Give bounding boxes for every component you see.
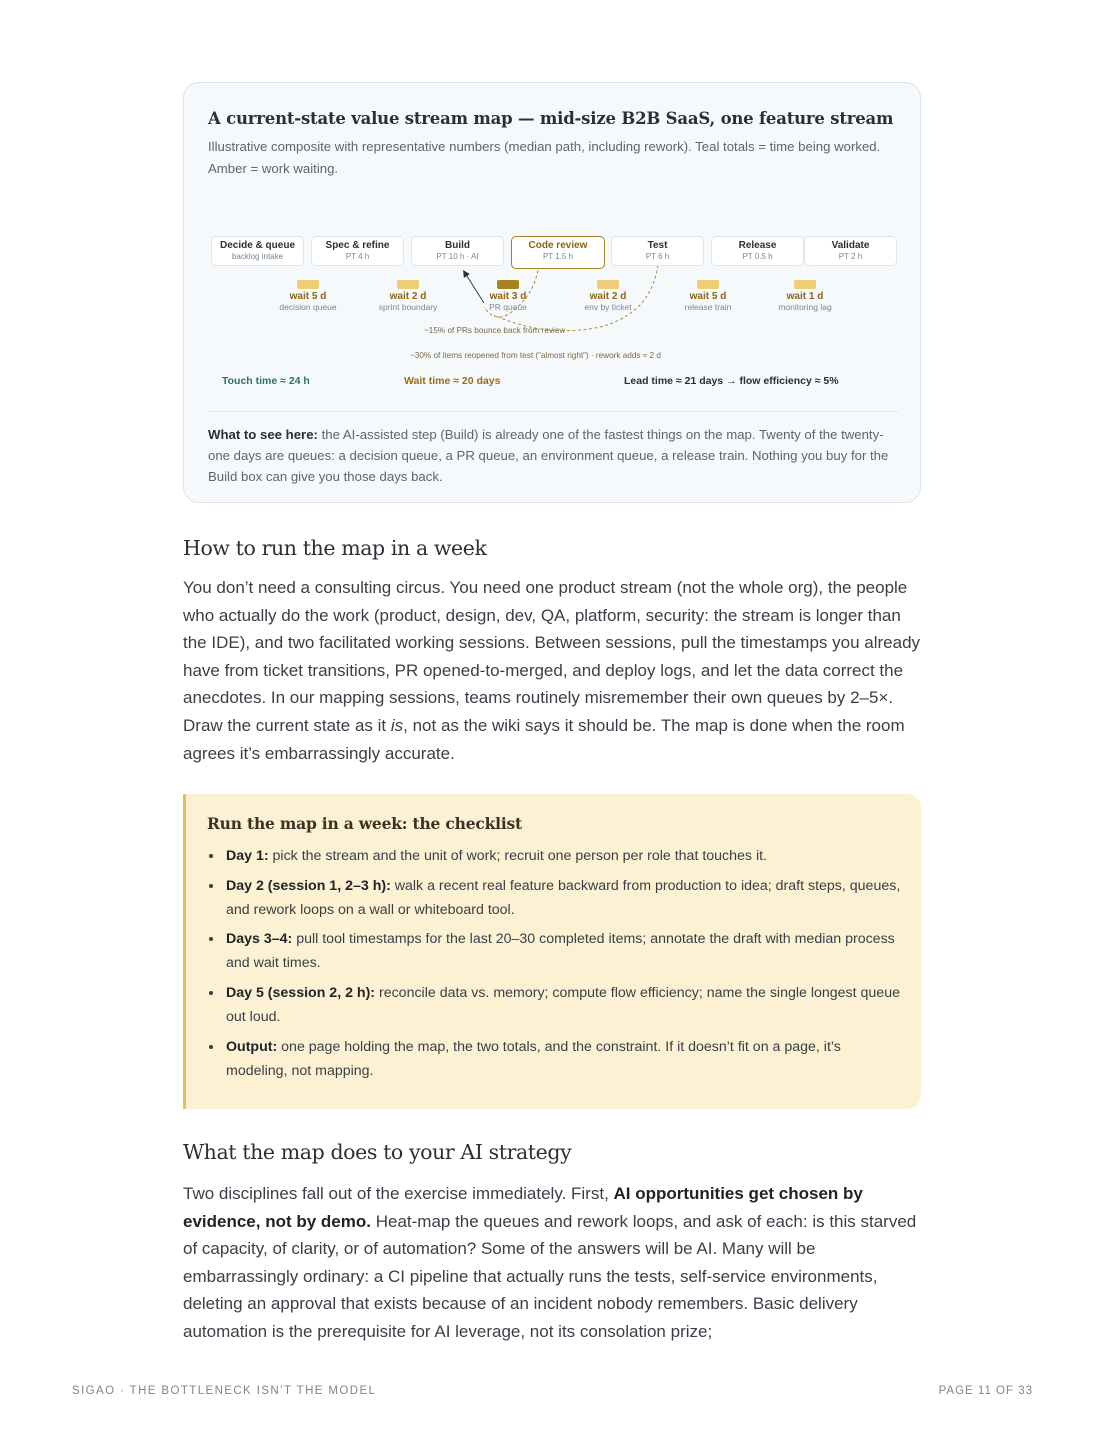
wait-bar xyxy=(297,280,319,289)
stage-name: Code review xyxy=(528,240,588,251)
wait-env-by-ticket xyxy=(563,280,653,312)
section-paragraph-ai-strategy xyxy=(183,1180,923,1346)
stage-process-time: PT 4 h xyxy=(345,252,370,261)
wait-bar xyxy=(697,280,719,289)
section-heading-ai-strategy: What the map does to your AI strategy xyxy=(183,1140,572,1164)
stage-process-time: PT 1.5 h xyxy=(542,252,574,261)
section-heading-run-map: How to run the map in a week xyxy=(183,536,487,560)
takeaway-text: the AI-assisted step (Build) is already one of the fastest things on the map. Twenty of the twenty-one days are queues: a decision queue, a PR queue, an environment queue, a release train. Nothing you buy for the Build box can give you those days back. xyxy=(208,427,889,484)
checklist-title: Run the map in a week: the checklist xyxy=(207,814,522,833)
stage-validate xyxy=(804,236,897,266)
wait-bar xyxy=(597,280,619,289)
footer-running-title: SIGAO · THE BOTTLENECK ISN’T THE MODEL xyxy=(72,1385,377,1397)
stage-decide-queue xyxy=(211,236,304,266)
wait-description: env by ticket xyxy=(584,302,632,312)
wait-label: wait 5 d xyxy=(689,291,727,302)
stage-process-time: PT 6 h xyxy=(645,252,670,261)
stage-process-time: PT 10 h · AI xyxy=(436,252,479,261)
figure-takeaway xyxy=(208,424,898,487)
wait-description: monitoring lag xyxy=(778,302,832,312)
wait-bar xyxy=(397,280,419,289)
wait-label: wait 2 d xyxy=(589,291,627,302)
footer-page-number: PAGE 11 OF 33 xyxy=(938,1385,1033,1397)
stage-test xyxy=(611,236,704,266)
checklist-item-text: pick the stream and the unit of work; recruit one person per role that touches it. xyxy=(268,848,767,864)
stage-release xyxy=(711,236,804,266)
wait-description: decision queue xyxy=(279,302,337,312)
stage-name: Release xyxy=(738,240,777,251)
checklist-item xyxy=(226,927,906,975)
flow-efficiency: flow efficiency ≈ 5% xyxy=(739,375,839,387)
lead-time-summary xyxy=(624,375,839,387)
checklist-item-text: pull tool timestamps for the last 20–30 completed items; annotate the draft with median process and wait times. xyxy=(226,931,895,971)
wait-monitoring-lag xyxy=(760,280,850,312)
emphasis-text: is xyxy=(390,715,404,735)
stage-process-time: PT 0.5 h xyxy=(742,252,773,261)
wait-decision-queue xyxy=(263,280,353,312)
figure-subtitle: Illustrative composite with representative numbers (median path, including rework). Teal totals = time being worked. Amber = work waiting. xyxy=(208,139,881,176)
wait-time-total: Wait time ≈ 20 days xyxy=(404,375,501,387)
checklist-item xyxy=(226,844,906,868)
wait-label: wait 2 d xyxy=(389,291,427,302)
checklist-item-text: walk a recent real feature backward from production to idea; draft steps, queues, and rework loops on a wall or whiteboard tool. xyxy=(226,878,901,918)
rework-review-note: ~15% of PRs bounce back from review xyxy=(424,326,566,335)
stage-code-review xyxy=(511,236,605,269)
wait-description: release train xyxy=(684,302,732,312)
rework-arrows xyxy=(184,83,922,383)
wait-bar xyxy=(497,280,519,289)
figure-title: A current-state value stream map — mid-size B2B SaaS, one feature stream xyxy=(208,109,894,128)
paragraph-text: Two disciplines fall out of the exercise immediately. First, xyxy=(183,1184,614,1203)
stage-spec-refine xyxy=(311,236,404,266)
wait-sprint-boundary xyxy=(363,280,453,312)
checklist-item-lead: Days 3–4: xyxy=(226,931,293,947)
figure-divider xyxy=(208,411,898,412)
checklist-item-lead: Day 5 (session 2, 2 h): xyxy=(226,985,376,1001)
checklist-item-text: one page holding the map, the two totals, and the constraint. If it doesn’t fit on a page, it’s modeling, not mapping. xyxy=(226,1039,841,1079)
paragraph-text-rest: Heat-map the queues and rework loops, and ask of each: is this starved of capacity, of clarity, or of automation? Some of the answers will be AI. Many will be embarrassingly ordinary: a CI pipeline that actually runs the tests, self-service environments, deleting an approval that exists because of an incident nobody remembers. Basic delivery automation is the prerequisite for AI leverage, not its consolation prize; xyxy=(183,1211,917,1341)
stage-name: Spec & refine xyxy=(325,240,390,251)
section-paragraph-run-map xyxy=(183,574,923,767)
wait-description: PR queue xyxy=(489,302,527,312)
bold-text: AI opportunities get chosen by evidence, not by demo. xyxy=(183,1184,863,1231)
checklist-item xyxy=(226,874,906,922)
paragraph-text: You don’t need a consulting circus. You need one product stream (not the whole org), the people who actually do the work (product, design, dev, QA, platform, security: the stream is longer than the IDE), and two facilitated working sessions. Between sessions, pull the timestamps you already have from ticket transitions, PR opened-to-merged, and deploy logs, and let the data correct the anecdotes. In our mapping sessions, teams routinely misremember their own queues by 2–5×. Draw the current state as it xyxy=(183,578,921,735)
wait-release-train xyxy=(663,280,753,312)
arrow-right-icon: → xyxy=(726,375,737,387)
takeaway-lead: What to see here: xyxy=(208,427,318,442)
stage-name: Decide & queue xyxy=(219,240,296,251)
wait-pr-queue xyxy=(463,280,553,312)
checklist-item-lead: Output: xyxy=(226,1039,278,1055)
checklist-item-lead: Day 1: xyxy=(226,848,269,864)
wait-label: wait 1 d xyxy=(786,291,824,302)
stage-name: Build xyxy=(445,240,470,251)
lead-time-total: Lead time ≈ 21 days xyxy=(624,375,724,387)
wait-bar xyxy=(794,280,816,289)
wait-description: sprint boundary xyxy=(378,302,438,312)
paragraph-text-end: , not as the wiki says it should be. The map is done when the room agrees it’s embarrassingly accurate. xyxy=(183,715,905,763)
stage-process-time: PT 2 h xyxy=(838,252,863,261)
value-stream-figure xyxy=(183,82,921,503)
checklist-callout xyxy=(183,794,921,1109)
checklist-item-lead: Day 2 (session 1, 2–3 h): xyxy=(226,878,391,894)
stage-process-time: backlog intake xyxy=(231,252,284,261)
wait-label: wait 3 d xyxy=(489,291,527,302)
stage-name: Test xyxy=(647,240,668,251)
touch-time-total: Touch time ≈ 24 h xyxy=(222,375,310,387)
checklist-item xyxy=(226,981,906,1029)
checklist-item-text: reconcile data vs. memory; compute flow efficiency; name the single longest queue out loud. xyxy=(226,985,900,1025)
stage-build xyxy=(411,236,504,266)
rework-test-note: ~30% of items reopened from test (“almost right”) · rework adds ≈ 2 d xyxy=(410,351,661,360)
checklist-item xyxy=(226,1035,906,1083)
stage-name: Validate xyxy=(831,240,870,251)
wait-label: wait 5 d xyxy=(289,291,327,302)
